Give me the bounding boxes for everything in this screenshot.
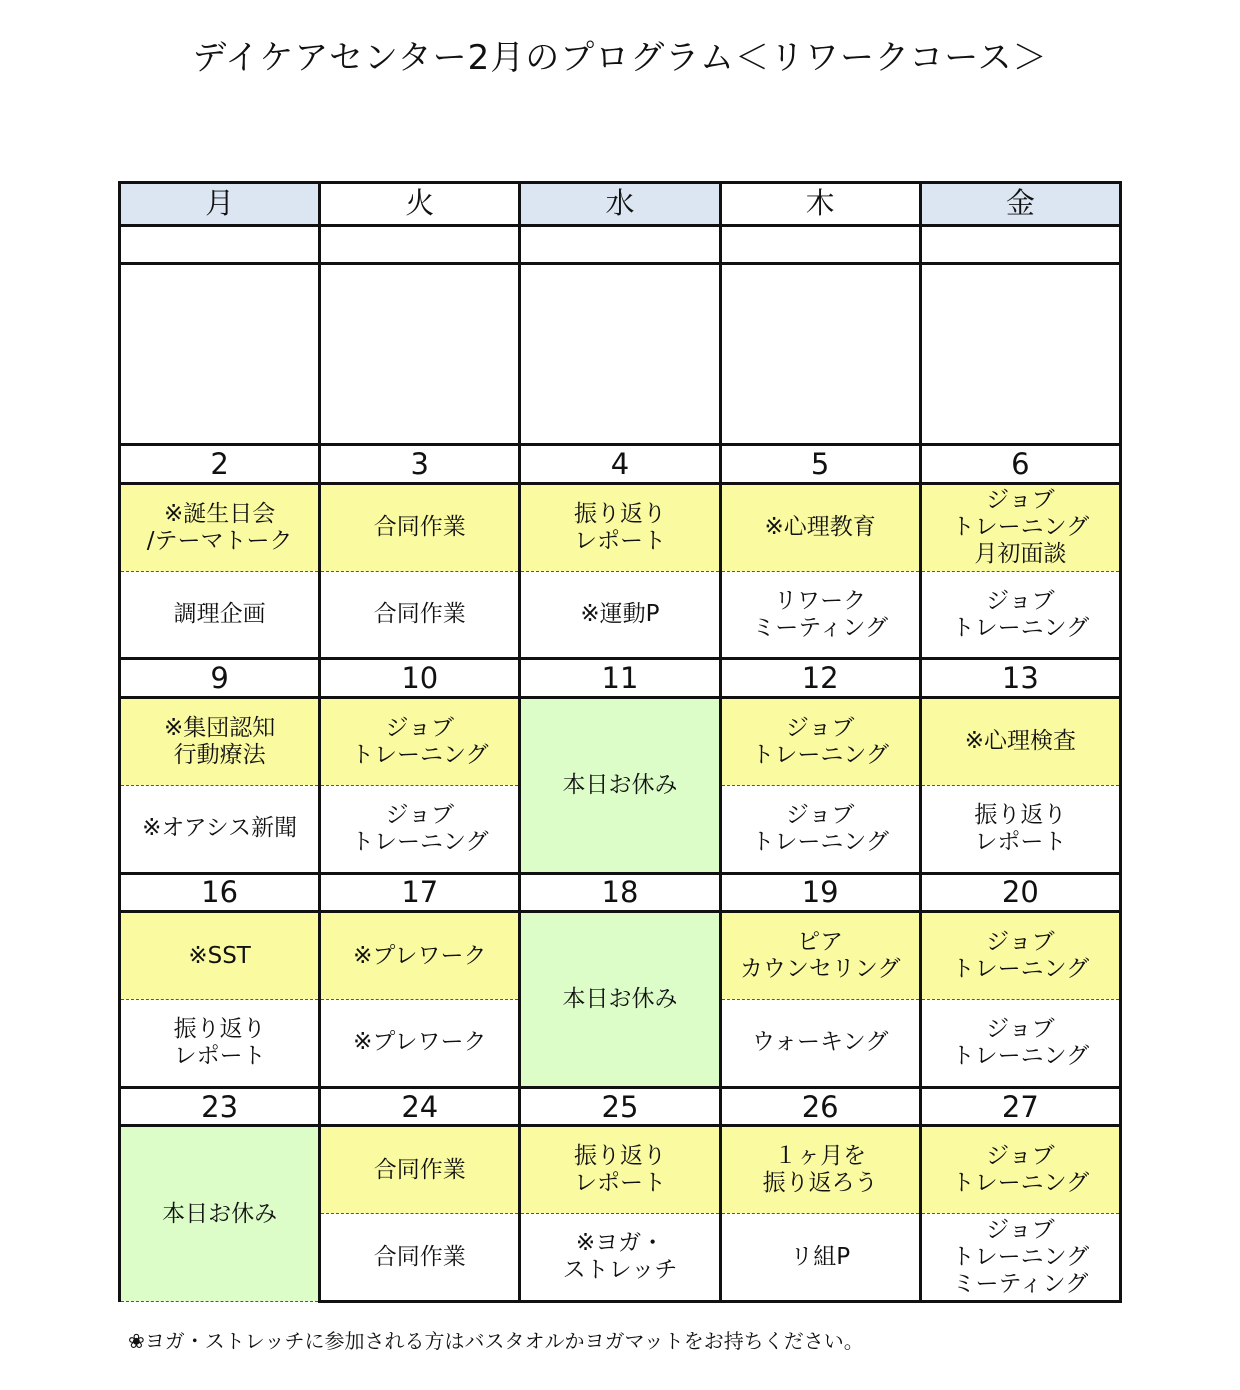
pm-row-week-1 xyxy=(120,571,1121,659)
holiday-cell: 本日お休み xyxy=(520,698,720,874)
pm-program-cell: ※運動P xyxy=(520,571,720,659)
pm-program-cell: ジョブ トレーニング ミーティング xyxy=(920,1214,1120,1302)
page-title: デイケアセンター2月のプログラム＜リワークコース＞ xyxy=(192,38,1048,78)
weekday-tue: 火 xyxy=(320,183,520,226)
am-program-cell: ※集団認知 行動療法 xyxy=(120,698,320,786)
am-program-cell: ジョブ トレーニング xyxy=(720,698,920,786)
pm-program-cell: ジョブ トレーニング xyxy=(920,999,1120,1087)
date-row-week-2 xyxy=(120,659,1121,698)
empty-program-cell xyxy=(520,264,720,445)
date-cell: 11 xyxy=(520,659,720,698)
am-program-cell: ジョブ トレーニング xyxy=(320,698,520,786)
date-cell: 13 xyxy=(920,659,1120,698)
empty-program-cell xyxy=(920,264,1120,445)
am-program-cell: ※心理教育 xyxy=(720,483,920,571)
empty-date-row xyxy=(120,225,1121,264)
pm-program-cell: ウォーキング xyxy=(720,999,920,1087)
empty-program-cell xyxy=(320,264,520,445)
date-cell: 27 xyxy=(920,1087,1120,1126)
am-program-cell: ジョブ トレーニング 月初面談 xyxy=(920,483,1120,571)
date-cell: 9 xyxy=(120,659,320,698)
am-program-cell: ジョブ トレーニング xyxy=(920,1126,1120,1214)
pm-program-cell: リ組P xyxy=(720,1214,920,1302)
weekday-mon: 月 xyxy=(120,183,320,226)
empty-program-row xyxy=(120,264,1121,445)
am-program-cell: 振り返り レポート xyxy=(520,1126,720,1214)
am-program-cell: ※SST xyxy=(120,912,320,1000)
date-row-week-3 xyxy=(120,873,1121,912)
empty-date-cell xyxy=(920,225,1120,264)
pm-program-cell: 合同作業 xyxy=(320,1214,520,1302)
am-program-cell: ※誕生日会 /テーマトーク xyxy=(120,483,320,571)
pm-program-cell: 合同作業 xyxy=(320,571,520,659)
date-cell: 10 xyxy=(320,659,520,698)
pm-program-cell: ※オアシス新聞 xyxy=(120,785,320,873)
empty-date-cell xyxy=(720,225,920,264)
pm-program-cell: ジョブ トレーニング xyxy=(720,785,920,873)
date-cell: 5 xyxy=(720,445,920,484)
holiday-cell: 本日お休み xyxy=(520,912,720,1088)
date-cell: 17 xyxy=(320,873,520,912)
date-cell: 4 xyxy=(520,445,720,484)
empty-date-cell xyxy=(120,225,320,264)
am-program-cell: ジョブ トレーニング xyxy=(920,912,1120,1000)
weekday-thu: 木 xyxy=(720,183,920,226)
am-program-cell: ※心理検査 xyxy=(920,698,1120,786)
pm-program-cell: 振り返り レポート xyxy=(920,785,1120,873)
date-cell: 6 xyxy=(920,445,1120,484)
am-program-cell: １ヶ月を 振り返ろう xyxy=(720,1126,920,1214)
empty-program-cell xyxy=(120,264,320,445)
pm-program-cell: ジョブ トレーニング xyxy=(920,571,1120,659)
am-program-cell: ※プレワーク xyxy=(320,912,520,1000)
holiday-cell: 本日お休み xyxy=(120,1126,320,1302)
weekday-wed: 水 xyxy=(520,183,720,226)
program-calendar xyxy=(118,181,1122,1303)
am-row-week-4 xyxy=(120,1126,1121,1214)
am-program-cell: 振り返り レポート xyxy=(520,483,720,571)
date-cell: 25 xyxy=(520,1087,720,1126)
am-program-cell: ピア カウンセリング xyxy=(720,912,920,1000)
am-program-cell: 合同作業 xyxy=(320,483,520,571)
am-program-cell: 合同作業 xyxy=(320,1126,520,1214)
empty-date-cell xyxy=(320,225,520,264)
date-cell: 23 xyxy=(120,1087,320,1126)
pm-program-cell: リワーク ミーティング xyxy=(720,571,920,659)
footnote: ❀ヨガ・ストレッチに参加される方はバスタオルかヨガマットをお持ちください。 xyxy=(128,1329,864,1353)
weekday-header-row xyxy=(120,183,1121,226)
date-cell: 26 xyxy=(720,1087,920,1126)
pm-program-cell: ジョブ トレーニング xyxy=(320,785,520,873)
am-row-week-1 xyxy=(120,483,1121,571)
date-cell: 2 xyxy=(120,445,320,484)
empty-program-cell xyxy=(720,264,920,445)
date-row-week-1 xyxy=(120,445,1121,484)
date-cell: 24 xyxy=(320,1087,520,1126)
empty-date-cell xyxy=(520,225,720,264)
date-cell: 19 xyxy=(720,873,920,912)
date-cell: 20 xyxy=(920,873,1120,912)
date-cell: 18 xyxy=(520,873,720,912)
am-row-week-2 xyxy=(120,698,1121,786)
pm-program-cell: ※プレワーク xyxy=(320,999,520,1087)
date-row-week-4 xyxy=(120,1087,1121,1126)
pm-program-cell: ※ヨガ・ ストレッチ xyxy=(520,1214,720,1302)
date-cell: 3 xyxy=(320,445,520,484)
am-row-week-3 xyxy=(120,912,1121,1000)
date-cell: 16 xyxy=(120,873,320,912)
pm-program-cell: 調理企画 xyxy=(120,571,320,659)
weekday-fri: 金 xyxy=(920,183,1120,226)
pm-program-cell: 振り返り レポート xyxy=(120,999,320,1087)
date-cell: 12 xyxy=(720,659,920,698)
